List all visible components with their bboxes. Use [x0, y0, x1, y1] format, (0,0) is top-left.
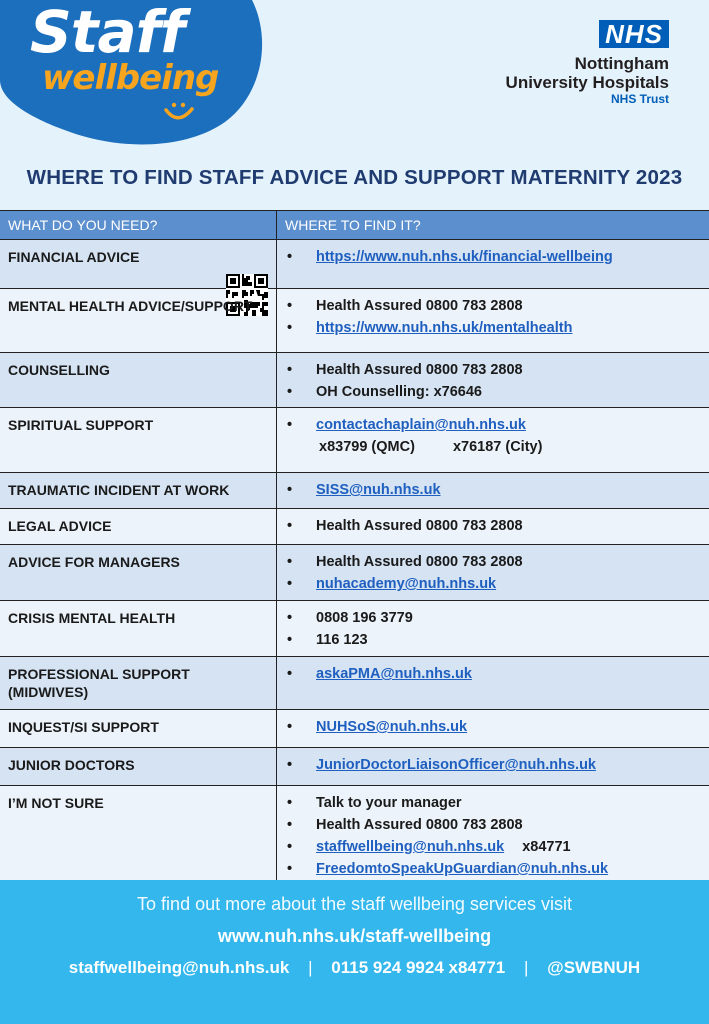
where-cell [277, 601, 709, 656]
table-row [0, 353, 709, 408]
footer-social-handle[interactable]: @SWBNUH [547, 958, 641, 977]
siss-email-link[interactable]: SISS@nuh.nhs.uk [316, 482, 441, 498]
where-cell [277, 240, 709, 288]
need-label: COUNSELLING [0, 353, 277, 407]
footer-intro: To find out more about the staff wellbeing services visit [137, 894, 572, 914]
where-cell [277, 657, 709, 709]
footer [0, 880, 709, 1024]
table-row [0, 240, 709, 289]
table-row [0, 473, 709, 509]
nhs-org-line1: Nottingham [574, 54, 669, 73]
where-cell [277, 509, 709, 544]
footer-email-link[interactable]: staffwellbeing@nuh.nhs.uk [68, 958, 290, 977]
page-title: WHERE TO FIND STAFF ADVICE AND SUPPORT MATERNITY 2023 [26, 166, 683, 189]
chaplain-email-link[interactable]: contactachaplain@nuh.nhs.uk [316, 417, 526, 433]
smile-icon [160, 100, 196, 124]
where-cell [277, 289, 709, 352]
footer-website-link[interactable]: www.nuh.nhs.uk/staff-wellbeing [217, 926, 492, 946]
footer-phone: 0115 924 9924 x84771 [331, 958, 506, 977]
list-item: • Health Assured 0800 783 2808 [285, 295, 701, 317]
footer-contacts [0, 958, 709, 978]
where-cell [277, 710, 709, 747]
where-cell [277, 408, 709, 472]
chaplain-ext-qmc: x83799 (QMC) [319, 439, 415, 455]
where-cell [277, 748, 709, 785]
header [0, 0, 709, 160]
need-label: INQUEST/SI SUPPORT [0, 710, 277, 747]
nuhacademy-email-link[interactable]: nuhacademy@nuh.nhs.uk [316, 576, 497, 592]
table-row [0, 545, 709, 601]
nuhsos-email-link[interactable]: NUHSoS@nuh.nhs.uk [316, 719, 468, 735]
footer-separator: | [523, 958, 529, 977]
junior-doctor-email-link[interactable]: JuniorDoctorLiaisonOfficer@nuh.nhs.uk [316, 757, 596, 773]
need-label: I’M NOT SURE [0, 786, 277, 885]
table-row [0, 710, 709, 748]
where-cell [277, 353, 709, 407]
nhs-trust-label: NHS Trust [610, 92, 669, 106]
need-label: TRAUMATIC INCIDENT AT WORK [0, 473, 277, 508]
where-cell [277, 473, 709, 508]
list-item: • Health Assured 0800 783 2808 [285, 814, 701, 836]
mentalhealth-link[interactable]: https://www.nuh.nhs.uk/mentalhealth [316, 320, 573, 336]
table-row [0, 509, 709, 545]
logo-staff-text: Staff [30, 0, 185, 66]
list-item: • 116 123 [285, 629, 701, 651]
col-header-where: WHERE TO FIND IT? [285, 217, 421, 233]
nhs-org-line2: University Hospitals [505, 73, 669, 92]
staffwellbeing-ext: x84771 [522, 839, 571, 855]
need-label: CRISIS MENTAL HEALTH [0, 601, 277, 656]
table-row [0, 748, 709, 786]
need-label: JUNIOR DOCTORS [0, 748, 277, 785]
financial-wellbeing-link[interactable]: https://www.nuh.nhs.uk/financial-wellbeing [316, 249, 613, 265]
list-item: • OH Counselling: x76646 [285, 381, 701, 403]
table-row [0, 408, 709, 473]
where-cell [277, 786, 709, 885]
where-cell [277, 545, 709, 600]
table-row [0, 289, 709, 353]
table-row [0, 657, 709, 710]
col-header-need: WHAT DO YOU NEED? [0, 211, 277, 239]
need-label: PROFESSIONAL SUPPORT (MIDWIVES) [0, 657, 277, 709]
table-row [0, 786, 709, 886]
staffwellbeing-email-link[interactable]: staffwellbeing@nuh.nhs.uk [316, 839, 505, 855]
chaplain-ext-city: x76187 (City) [452, 439, 543, 455]
need-label: MENTAL HEALTH ADVICE/SUPPORT [0, 289, 277, 352]
table-header-row [0, 211, 709, 240]
list-item: • Health Assured 0800 783 2808 [285, 359, 701, 381]
need-text: FINANCIAL ADVICE [8, 249, 140, 265]
table-row [0, 601, 709, 657]
list-item: • 0808 196 3779 [285, 607, 701, 629]
need-label: SPIRITUAL SUPPORT [0, 408, 277, 472]
list-item: • Health Assured 0800 783 2808 [285, 551, 701, 573]
need-label: ADVICE FOR MANAGERS [0, 545, 277, 600]
need-label: LEGAL ADVICE [0, 509, 277, 544]
logo-wellbeing-text: wellbeing [42, 58, 219, 98]
nhs-badge: NHS [599, 20, 669, 48]
nhs-trust-logo [506, 20, 669, 106]
support-table [0, 210, 709, 886]
list-item: • Talk to your manager [285, 792, 701, 814]
list-item: • Health Assured 0800 783 2808 [285, 515, 701, 537]
need-label [0, 240, 277, 288]
footer-separator: | [308, 958, 313, 977]
freedom-to-speak-up-email-link[interactable]: FreedomtoSpeakUpGuardian@nuh.nhs.uk [316, 861, 609, 877]
askapma-email-link[interactable]: askaPMA@nuh.nhs.uk [316, 666, 472, 682]
